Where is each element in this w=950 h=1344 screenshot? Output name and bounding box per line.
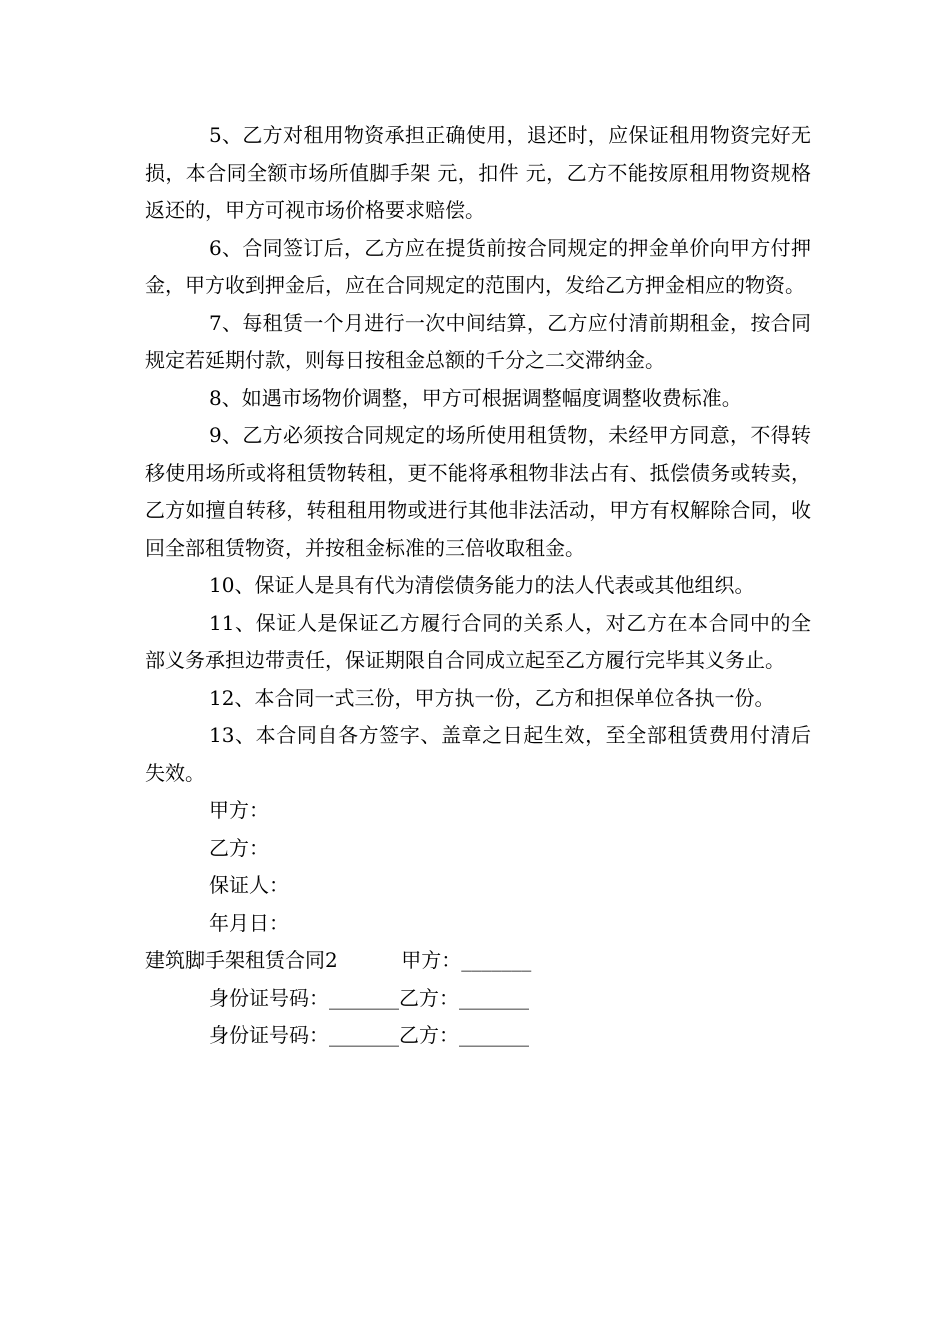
clause-13: 13、本合同自各方签字、盖章之日起生效，至全部租赁费用付清后失效。 [145, 723, 811, 785]
contract-body [145, 117, 811, 1055]
clause-6: 6、合同签订后，乙方应在提货前按合同规定的押金单价向甲方付押金，甲方收到押金后，应在合同规定的范围内，发给乙方押金相应的物资。 [145, 235, 811, 297]
signature-date: 年月日： [209, 910, 289, 935]
signature-guarantor: 保证人： [209, 873, 289, 897]
clause-10: 10、保证人是具有代为清偿债务能力的法人代表或其他组织。 [209, 573, 755, 597]
clause-5: 5、乙方对租用物资承担正确使用，退还时，应保证租用物资完好无损，本合同全额市场所值脚手架 元，扣件 元，乙方不能按原租用物资规格返还的，甲方可视市场价格要求赔偿。 [145, 123, 811, 222]
clause-12: 12、本合同一式三份，甲方执一份，乙方和担保单位各执一份。 [209, 685, 775, 710]
signature-party-a: 甲方： [209, 798, 269, 822]
clause-9: 9、乙方必须按合同规定的场所使用租赁物，未经甲方同意，不得转移使用场所或将租赁物转租，更不能将承租物非法占有、抵偿债务或转卖，乙方如擅自转移，转租租用物或进行其他非法活动，甲方有权解除合同，收回全部租赁物资，并按租金标准的三倍收取租金。 [145, 423, 811, 560]
id-number-line-1: 身份证号码：_______乙方：_______ [209, 985, 529, 1010]
contract-2-title: 建筑脚手架租赁合同2 甲方：_______ [145, 948, 532, 972]
clause-7: 7、每租赁一个月进行一次中间结算，乙方应付清前期租金，按合同规定若延期付款，则每日按租金总额的千分之二交滞纳金。 [145, 310, 811, 372]
clause-8: 8、如遇市场物价调整，甲方可根据调整幅度调整收费标准。 [209, 385, 742, 410]
id-number-line-2: 身份证号码：_______乙方：_______ [209, 1023, 529, 1047]
clause-11: 11、保证人是保证乙方履行合同的关系人，对乙方在本合同中的全部义务承担边带责任，保证期限自合同成立起至乙方履行完毕其义务止。 [145, 610, 811, 672]
signature-party-b: 乙方： [209, 835, 269, 860]
